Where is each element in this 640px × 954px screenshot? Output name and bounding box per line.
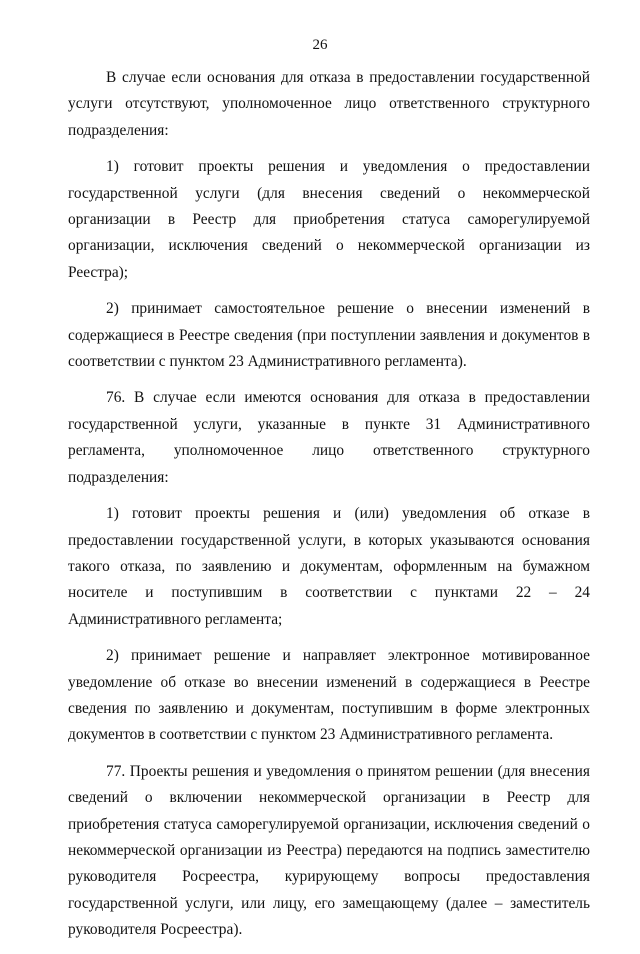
paragraph: 2) принимает решение и направляет электронное мотивированное уведомление об отказе во внесении изменений в содержащиеся в Реестре сведения по заявлению и документам, поступившим в форме электронных документов в соответствии с пунктом 23 Административного регламента.: [68, 647, 590, 744]
paragraph: 1) готовит проекты решения и уведомления о предоставлении государственной услуги (для внесения сведений о некоммерческой организации в Реестр для приобретения статуса саморегулируемой организации, исключения сведений о некоммерческой организации из Реестра);: [68, 158, 590, 281]
page-number: 26: [312, 37, 328, 53]
paragraph: 77. Проекты решения и уведомления о принятом решении (для внесения сведений о включении некоммерческой организации в Реестр для приобретения статуса саморегулируемой организации, исключения сведений о некоммерческой организации из Реестра) передаются на подпись заместителю руководителя Росреестра, курирующему вопросы предоставления государственной услуги, или лицу, его замещающему (далее – заместитель руководителя Росреестра).: [68, 762, 590, 939]
paragraph: 76. В случае если имеются основания для отказа в предоставлении государственной услуги, указанные в пункте 31 Административного регламента, уполномоченное лицо ответственного структурного подразделения:: [68, 389, 590, 486]
paragraph: В случае если основания для отказа в предоставлении государственной услуги отсутствуют, уполномоченное лицо ответственного структурного подразделения:: [68, 69, 590, 139]
paragraph: 1) готовит проекты решения и (или) уведомления об отказе в предоставлении государственной услуги, в которых указываются основания такого отказа, по заявлению и документам, оформленным на бумажном носителе и поступившим в соответствии с пунктами 22 – 24 Административного регламента;: [68, 505, 590, 628]
paragraph: 2) принимает самостоятельное решение о внесении изменений в содержащиеся в Реестре сведения (при поступлении заявления и документов в соответствии с пунктом 23 Административного регламента).: [68, 300, 590, 371]
document-body: [68, 65, 590, 954]
